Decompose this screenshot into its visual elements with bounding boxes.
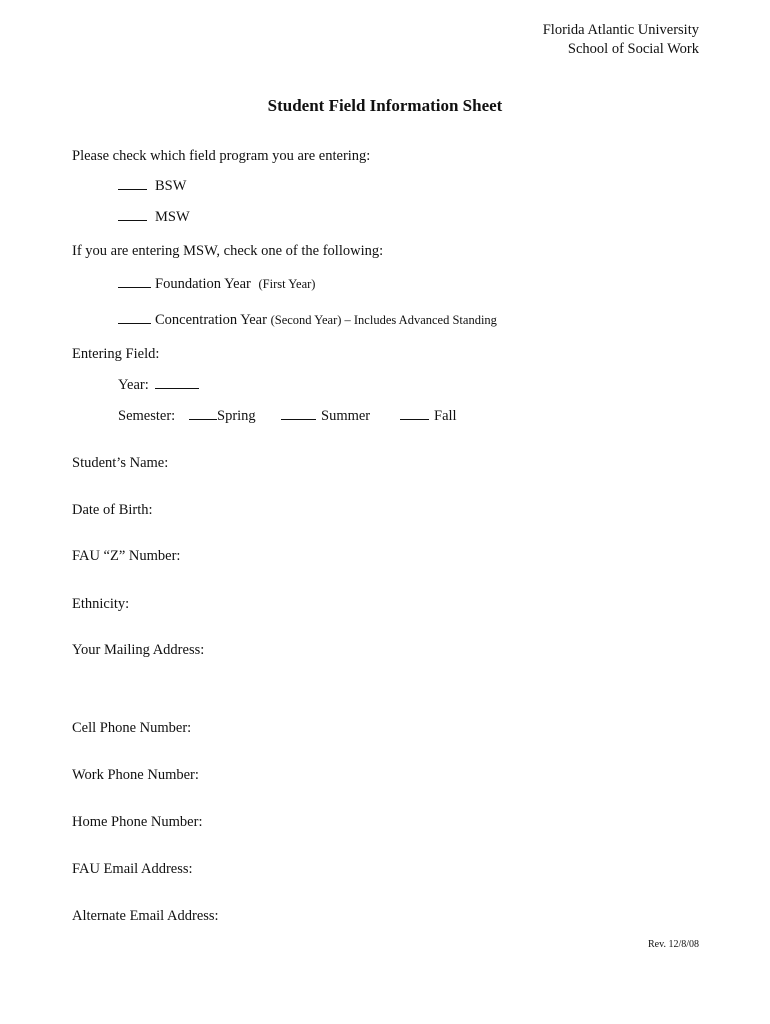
year-row — [118, 377, 207, 394]
work-phone-field[interactable]: Work Phone Number: — [72, 767, 199, 783]
date-of-birth-field[interactable]: Date of Birth: — [72, 502, 153, 518]
semester-label: Semester: — [118, 408, 176, 424]
msw-checkbox-blank[interactable] — [118, 219, 147, 221]
foundation-note: (First Year) — [258, 277, 316, 291]
program-option-msw[interactable] — [118, 209, 190, 226]
cell-phone-field[interactable]: Cell Phone Number: — [72, 720, 192, 736]
bsw-checkbox-blank[interactable] — [118, 188, 147, 190]
alternate-email-field[interactable]: Alternate Email Address: — [72, 908, 219, 924]
page-title: Student Field Information Sheet — [267, 96, 503, 115]
school-name: School of Social Work — [567, 41, 699, 57]
semester-option-summer[interactable] — [281, 408, 370, 425]
bsw-label: BSW — [155, 178, 187, 194]
mailing-address-field[interactable]: Your Mailing Address: — [72, 642, 205, 658]
concentration-checkbox-blank[interactable] — [118, 322, 151, 324]
semester-row — [118, 408, 175, 425]
foundation-checkbox-blank[interactable] — [118, 286, 151, 288]
entering-field-label: Entering Field: — [72, 346, 160, 362]
year-blank[interactable] — [155, 387, 199, 389]
spring-label: Spring — [217, 408, 256, 424]
z-number-field[interactable]: FAU “Z” Number: — [72, 548, 181, 564]
revision-date: Rev. 12/8/08 — [647, 939, 699, 950]
msw-prompt: If you are entering MSW, check one of the following: — [72, 243, 384, 259]
fall-blank[interactable] — [400, 418, 429, 420]
semester-option-fall[interactable] — [400, 408, 457, 425]
home-phone-field[interactable]: Home Phone Number: — [72, 814, 203, 830]
fall-label: Fall — [434, 408, 457, 424]
university-name: Florida Atlantic University — [542, 22, 699, 38]
msw-option-concentration[interactable] — [118, 312, 497, 329]
ethnicity-field[interactable]: Ethnicity: — [72, 596, 130, 612]
program-prompt: Please check which field program you are entering: — [72, 148, 371, 164]
fau-email-field[interactable]: FAU Email Address: — [72, 861, 193, 877]
summer-label: Summer — [321, 408, 371, 424]
year-label: Year: — [118, 377, 149, 393]
foundation-label: Foundation Year — [155, 276, 251, 292]
semester-option-spring[interactable] — [189, 408, 256, 425]
msw-label: MSW — [155, 209, 190, 225]
program-option-bsw[interactable] — [118, 178, 186, 195]
msw-option-foundation[interactable] — [118, 276, 315, 293]
spring-blank[interactable] — [189, 418, 217, 420]
concentration-note: (Second Year) – Includes Advanced Standing — [270, 313, 497, 327]
concentration-label: Concentration Year — [155, 312, 267, 328]
students-name-field[interactable]: Student’s Name: — [72, 455, 169, 471]
summer-blank[interactable] — [281, 418, 316, 420]
